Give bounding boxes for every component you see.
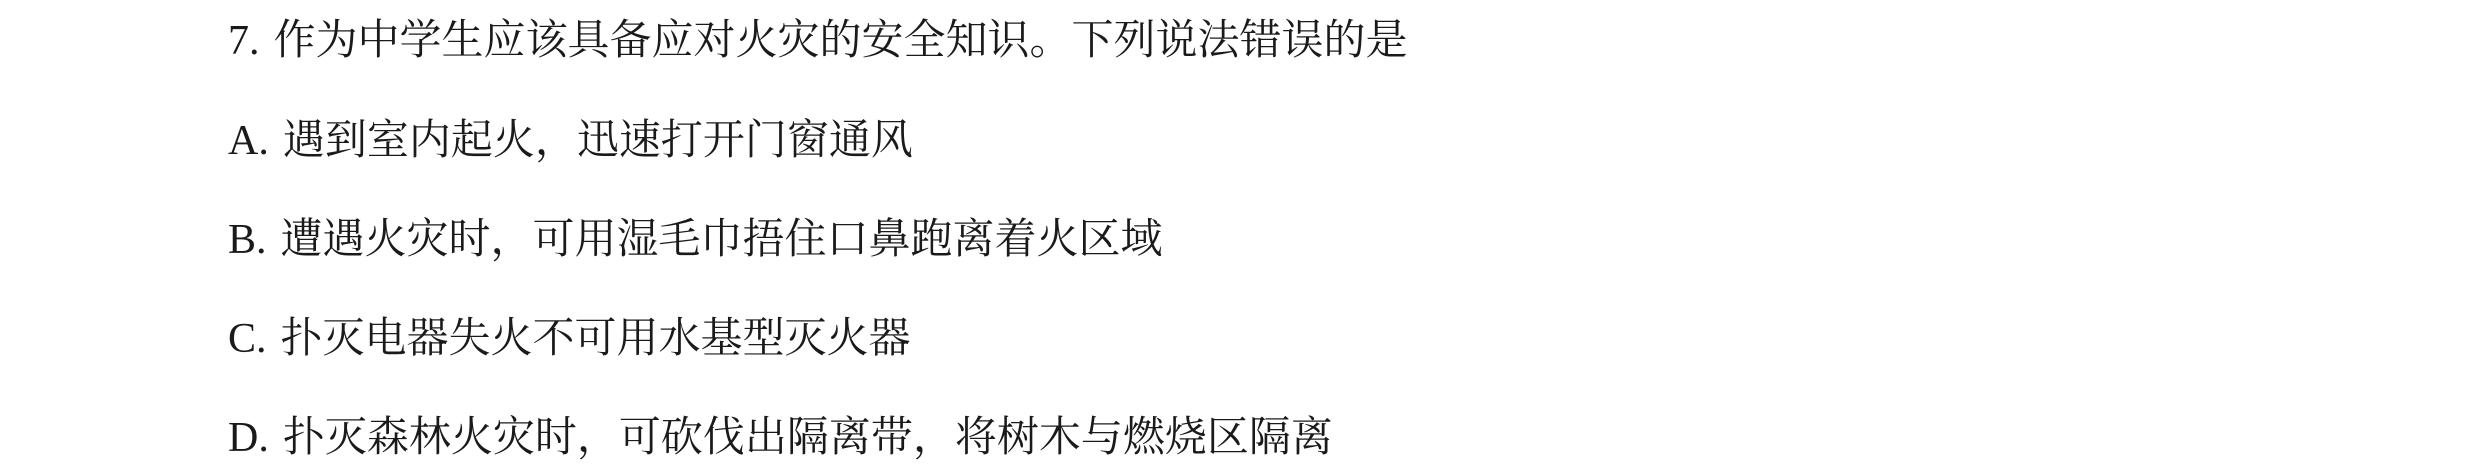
option-a-text: 遇到室内起火，迅速打开门窗通风 [282, 118, 913, 164]
option-b[interactable] [228, 210, 1163, 270]
question-stem [228, 11, 1408, 71]
option-c-label: C. [228, 316, 267, 362]
option-b-label: B. [228, 217, 267, 263]
option-a[interactable] [228, 111, 913, 171]
option-d-label: D. [228, 415, 269, 461]
question-stem-text: 作为中学生应该具备应对火灾的安全知识。下列说法错误的是 [273, 18, 1408, 64]
option-b-text: 遭遇火灾时，可用湿毛巾捂住口鼻跑离着火区域 [280, 217, 1163, 263]
option-d[interactable] [228, 408, 1333, 468]
option-d-text: 扑灭森林火灾时，可砍伐出隔离带，将树木与燃烧区隔离 [282, 415, 1333, 461]
option-a-label: A. [228, 118, 269, 164]
question-number: 7. [228, 18, 260, 64]
option-c-text: 扑灭电器失火不可用水基型灭火器 [280, 316, 911, 362]
option-c[interactable] [228, 309, 911, 369]
